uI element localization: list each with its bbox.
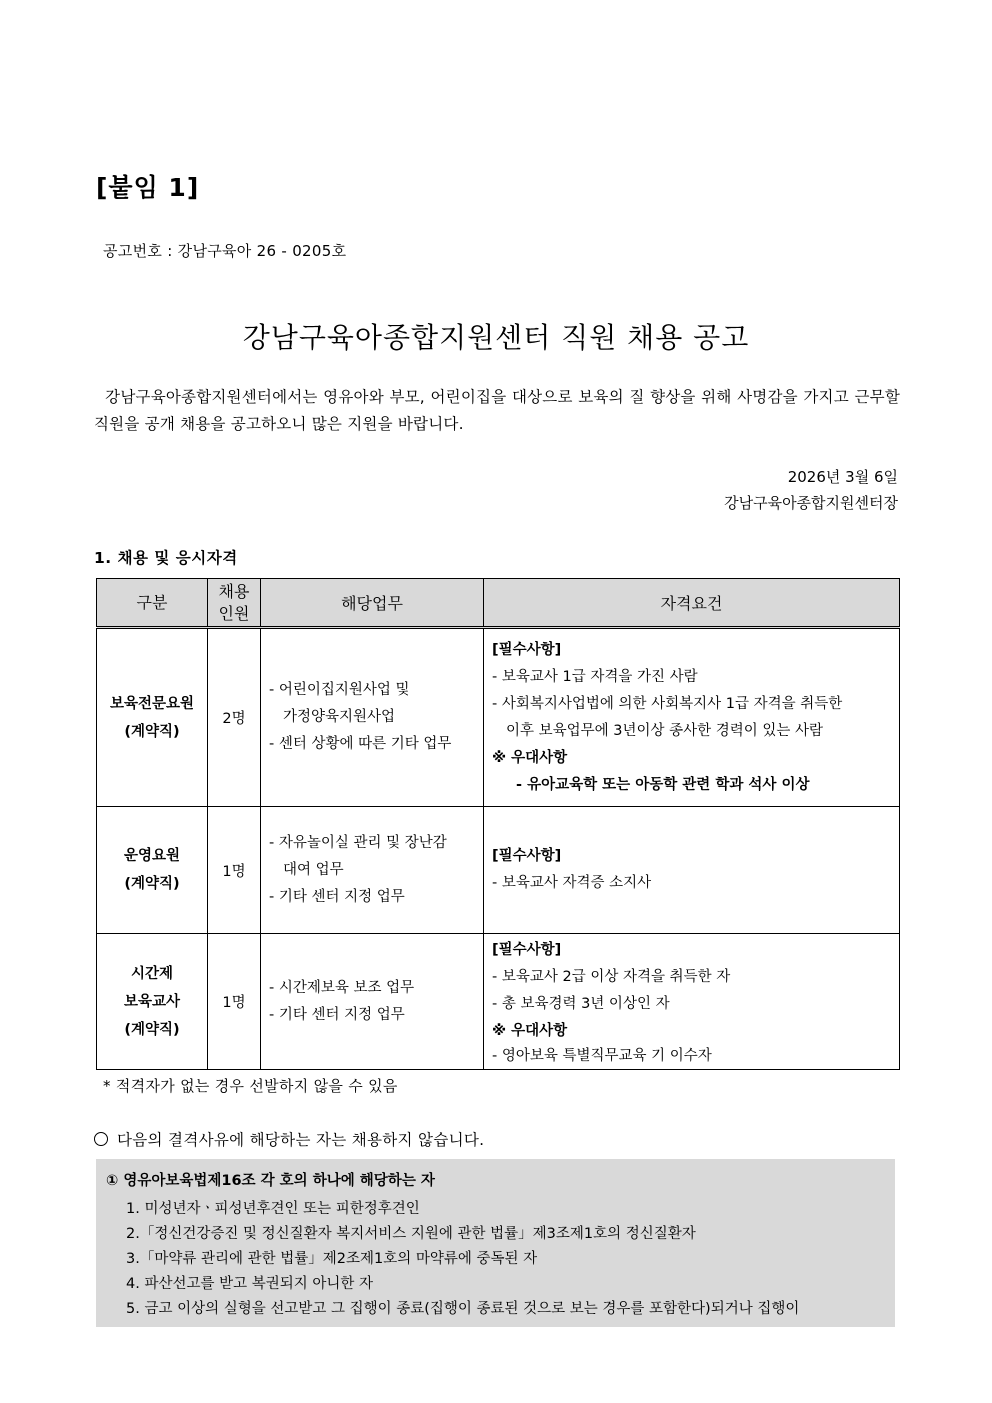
duty-line: - 시간제보육 보조 업무 xyxy=(269,979,415,996)
attachment-label: [붙임 1] xyxy=(96,173,200,202)
row-count: 1명 xyxy=(208,934,261,1070)
circle-bullet-icon xyxy=(94,1132,108,1146)
row-duties xyxy=(261,934,484,1070)
section-title: 1. 채용 및 응시자격 xyxy=(94,549,238,567)
disqualification-intro-text: 다음의 결격사유에 해당하는 자는 채용하지 않습니다. xyxy=(117,1131,485,1149)
row-category-line: 시간제 xyxy=(130,965,174,982)
required-label: [필수사항] xyxy=(492,848,562,864)
table-row xyxy=(97,934,900,1070)
requirement-line: 이후 보육업무에 3년이상 종사한 경력이 있는 사람 xyxy=(506,722,824,739)
preferred-line: - 유아교육학 또는 아동학 관련 학과 석사 이상 xyxy=(516,776,810,793)
row-count: 1명 xyxy=(208,807,261,934)
preferred-label: ※ 우대사항 xyxy=(492,1022,568,1039)
requirement-line: - 보육교사 자격증 소지사 xyxy=(492,875,652,891)
duty-line: 가정양육지원사업 xyxy=(283,709,396,725)
header-duties: 해당업무 xyxy=(261,579,484,628)
table-row xyxy=(97,807,900,934)
duty-line: - 센터 상황에 따른 기타 업무 xyxy=(269,736,452,752)
intro-text: 강남구육아종합지원센터에서는 영유아와 부모, 어린이집을 대상으로 보육의 질 향상을 위해 사명감을 가지고 근무할 직원을 공개 채용을 공고하오니 많은 지원을 바랍니다. xyxy=(94,388,900,433)
row-category-line: 보육교사 xyxy=(123,993,181,1010)
recruitment-table xyxy=(96,578,900,1070)
row-category-line: 보육전문요원 xyxy=(109,695,195,712)
row-category-line: 운영요원 xyxy=(123,848,181,864)
duty-line: - 기타 센터 지정 업무 xyxy=(269,888,405,905)
row-duties xyxy=(261,628,484,807)
header-count-line1: 채용 xyxy=(218,581,250,601)
row-category xyxy=(97,807,208,934)
table-row xyxy=(97,628,900,807)
footnote: * 적격자가 없는 경우 선발하지 않을 수 있음 xyxy=(103,1077,398,1095)
disqualification-item: 2.「정신건강증진 및 정신질환자 복지서비스 지원에 관한 법률」제3조제1호의 정신질환자 xyxy=(126,1226,696,1242)
row-category-line: (계약직) xyxy=(124,876,180,892)
disqualification-item: 1. 미성년자ㆍ피성년후견인 또는 피한정후견인 xyxy=(126,1201,420,1217)
header-requirements: 자격요건 xyxy=(484,579,900,628)
notice-date: 2026년 3월 6일 xyxy=(787,468,898,486)
page-title: 강남구육아종합지원센터 직원 채용 공고 xyxy=(242,321,750,354)
row-requirements xyxy=(484,807,900,934)
duty-line: - 어린이집지원사업 및 xyxy=(269,682,410,698)
preferred-line: - 영아보육 특별직무교육 기 이수자 xyxy=(492,1047,712,1064)
row-count: 2명 xyxy=(208,628,261,807)
notice-number: 공고번호 : 강남구육아 26 - 0205호 xyxy=(103,242,347,260)
disqualification-box xyxy=(96,1159,895,1327)
table-header-row xyxy=(97,579,900,628)
required-label: [필수사항] xyxy=(492,941,562,958)
disqualification-heading: ① 영유아보육법제16조 각 호의 하나에 해당하는 자 xyxy=(106,1173,435,1189)
row-requirements xyxy=(484,628,900,807)
disqualification-item: 3.「마약류 관리에 관한 법률」제2조제1호의 마약류에 중독된 자 xyxy=(126,1251,538,1267)
preferred-label: ※ 우대사항 xyxy=(492,749,568,766)
requirement-line: - 보육교사 1급 자격을 가진 사람 xyxy=(492,668,698,685)
disqualification-intro xyxy=(94,1128,484,1150)
duty-line: 대여 업무 xyxy=(283,861,344,878)
requirement-line: - 총 보육경력 3년 이상인 자 xyxy=(492,995,670,1012)
row-category xyxy=(97,628,208,807)
row-category-line: (계약직) xyxy=(124,1021,180,1038)
disqualification-item: 4. 파산선고를 받고 복권되지 아니한 자 xyxy=(126,1276,373,1292)
intro-paragraph xyxy=(94,384,900,438)
header-category: 구분 xyxy=(97,579,208,628)
required-label: [필수사항] xyxy=(492,641,562,658)
disqualification-item: 5. 금고 이상의 실형을 선고받고 그 집행이 종료(집행이 종료된 것으로 보는 경우를 포함한다)되거나 집행이 xyxy=(126,1301,800,1317)
row-category xyxy=(97,934,208,1070)
row-requirements xyxy=(484,934,900,1070)
header-count xyxy=(208,579,261,628)
requirement-line: - 보육교사 2급 이상 자격을 취득한 자 xyxy=(492,968,731,985)
duty-line: - 기타 센터 지정 업무 xyxy=(269,1006,405,1023)
row-category-line: (계약직) xyxy=(124,723,180,740)
duty-line: - 자유놀이실 관리 및 장난감 xyxy=(269,834,447,851)
requirement-line: - 사회복지사업법에 의한 사회복지사 1급 자격을 취득한 xyxy=(492,695,843,712)
row-duties xyxy=(261,807,484,934)
header-count-line2: 인원 xyxy=(218,603,250,623)
issuer: 강남구육아종합지원센터장 xyxy=(724,494,898,512)
